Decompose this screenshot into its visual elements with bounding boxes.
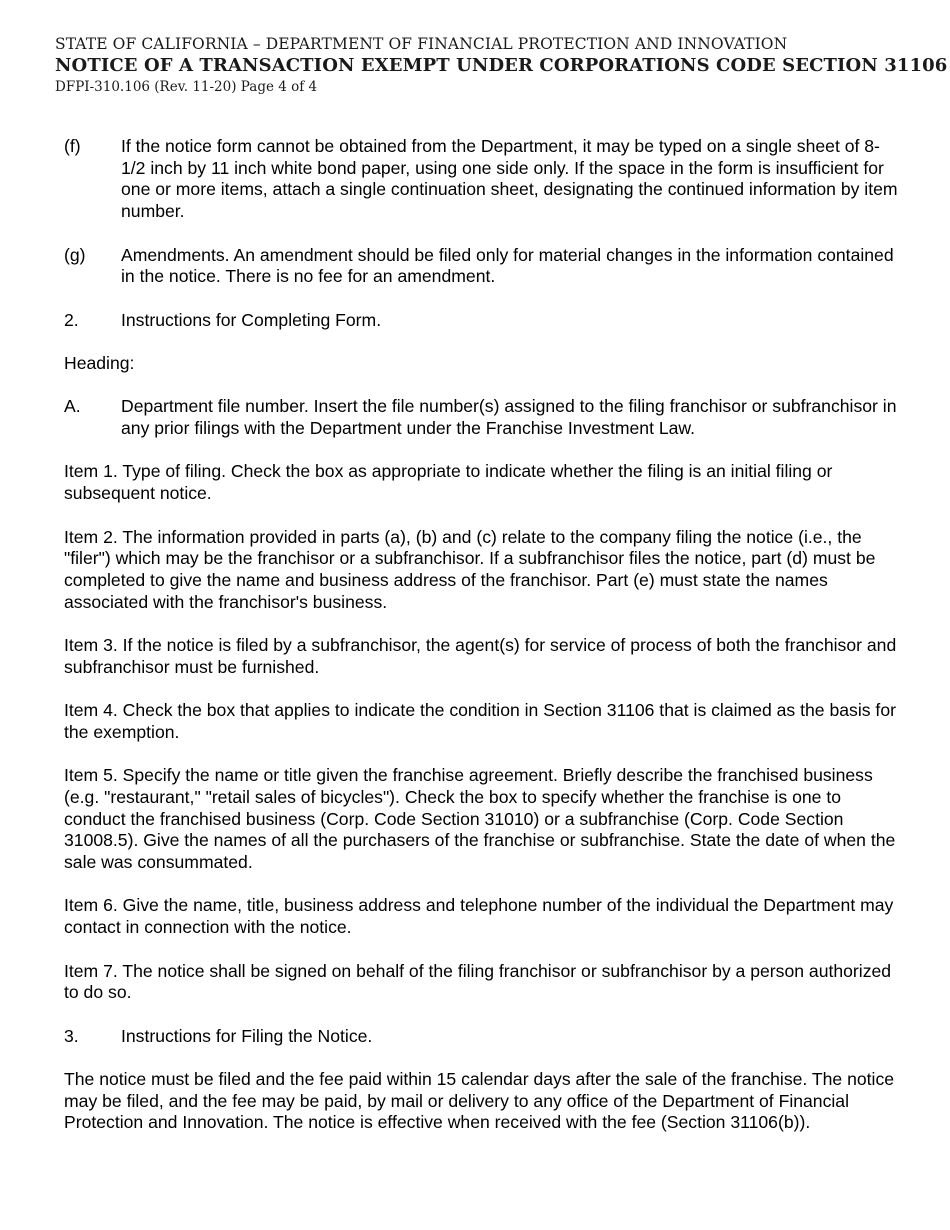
heading-label: Heading: bbox=[64, 352, 135, 373]
item-3-instructions: Item 3. If the notice is filed by a subfranchisor, the agent(s) for service of process of both the franchisor and subfranchisor must be furnished. bbox=[64, 635, 897, 677]
item-4-instructions: Item 4. Check the box that applies to indicate the condition in Section 31106 that is claimed as the basis for the exemption. bbox=[64, 700, 896, 742]
paragraph-a bbox=[64, 396, 900, 439]
form-title: NOTICE OF A TRANSACTION EXEMPT UNDER CORPORATIONS CODE SECTION 31106 bbox=[55, 55, 948, 76]
paragraph-g-text: Amendments. An amendment should be filed only for material changes in the information contained in the notice. There is no fee for an amendment. bbox=[121, 244, 894, 287]
section-2-text: Instructions for Completing Form. bbox=[121, 309, 382, 330]
paragraph-a-label: A. bbox=[64, 396, 81, 417]
agency-name: STATE OF CALIFORNIA – DEPARTMENT OF FINANCIAL PROTECTION AND INNOVATION bbox=[55, 35, 788, 53]
item-2-instructions: Item 2. The information provided in parts (a), (b) and (c) relate to the company filing the notice (i.e., the "filer") which may be the franchisor or a subfranchisor. If a subfranchisor files the notice, part (d) must be completed to give the name and business address of the franchisor. Part (e) must state the names associated with the franchisor's business. bbox=[64, 526, 876, 612]
paragraph-g-label: (g) bbox=[64, 244, 86, 265]
section-2-heading bbox=[64, 310, 900, 332]
filing-instructions: The notice must be filed and the fee paid within 15 calendar days after the sale of the franchise. The notice may be filed, and the fee may be paid, by mail or delivery to any office of the Department of Financial Protection and Innovation. The notice is effective when received with the fee (Section 31106(b)). bbox=[64, 1069, 895, 1133]
item-5-instructions: Item 5. Specify the name or title given the franchise agreement. Briefly describe the franchised business (e.g. "restaurant," "retail sales of bicycles"). Check the box to specify whether the franchise is one to conduct the franchised business (Corp. Code Section 31010) or a subfranchise (Corp. Code Section 31008.5). Give the names of all the purchasers of the franchise or subfranchise. State the date of when the sale was consummated. bbox=[64, 765, 896, 873]
paragraph-f-text: If the notice form cannot be obtained from the Department, it may be typed on a single sheet of 8-1/2 inch by 11 inch white bond paper, using one side only. If the space in the form is insufficient for one or more items, attach a single continuation sheet, designating the continued information by item number. bbox=[121, 136, 898, 222]
section-3-label: 3. bbox=[64, 1025, 79, 1046]
form-id-page: DFPI-310.106 (Rev. 11-20) Page 4 of 4 bbox=[55, 79, 318, 95]
section-3-text: Instructions for Filing the Notice. bbox=[121, 1025, 373, 1046]
section-3-heading bbox=[64, 1026, 900, 1048]
instructions-body bbox=[64, 136, 900, 1134]
form-header bbox=[55, 34, 947, 96]
item-7-instructions: Item 7. The notice shall be signed on behalf of the filing franchisor or subfranchisor by a person authorized to do so. bbox=[64, 960, 892, 1003]
paragraph-a-text: Department file number. Insert the file number(s) assigned to the filing franchisor or subfranchisor in any prior filings with the Department under the Franchise Investment Law. bbox=[121, 396, 897, 439]
paragraph-f-label: (f) bbox=[64, 136, 81, 156]
item-1-instructions: Item 1. Type of filing. Check the box as appropriate to indicate whether the filing is an initial filing or subsequent notice. bbox=[64, 461, 833, 504]
paragraph-g bbox=[64, 245, 900, 288]
item-6-instructions: Item 6. Give the name, title, business address and telephone number of the individual the Department may contact in connection with the notice. bbox=[64, 895, 894, 938]
section-2-label: 2. bbox=[64, 309, 79, 330]
paragraph-f bbox=[64, 136, 900, 223]
